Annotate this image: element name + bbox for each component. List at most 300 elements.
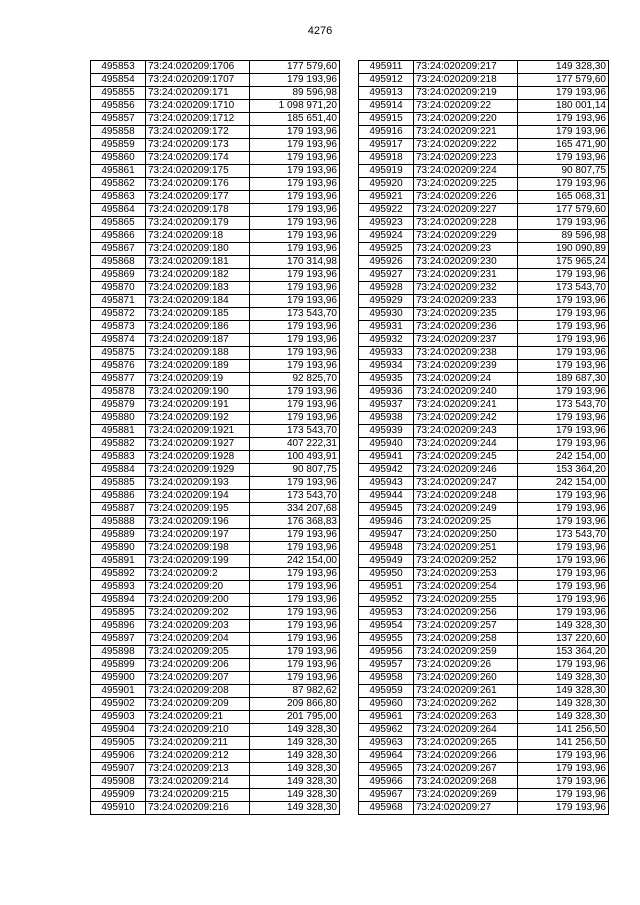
table-row: [359, 61, 609, 74]
row-number-cell: 495857: [91, 113, 146, 126]
table-row: [91, 581, 340, 594]
table-row: [91, 711, 340, 724]
cadastral-number-cell: 73:24:020209:226: [414, 191, 518, 204]
table-row: [359, 542, 609, 555]
cadastral-number-cell: 73:24:020209:172: [146, 126, 250, 139]
cadastral-number-cell: 73:24:020209:27: [414, 802, 518, 815]
table-row: [91, 802, 340, 815]
cadastral-number-cell: 73:24:020209:181: [146, 256, 250, 269]
cadastral-number-cell: 73:24:020209:252: [414, 555, 518, 568]
cadastral-value-cell: 141 256,50: [518, 737, 609, 750]
cadastral-number-cell: 73:24:020209:269: [414, 789, 518, 802]
table-row: [359, 737, 609, 750]
cadastral-number-cell: 73:24:020209:241: [414, 399, 518, 412]
table-row: [359, 74, 609, 87]
row-number-cell: 495957: [359, 659, 414, 672]
row-number-cell: 495879: [91, 399, 146, 412]
registry-table-right: [358, 60, 609, 815]
cadastral-value-cell: 173 543,70: [518, 529, 609, 542]
row-number-cell: 495855: [91, 87, 146, 100]
cadastral-value-cell: 179 193,96: [250, 74, 340, 87]
cadastral-number-cell: 73:24:020209:180: [146, 243, 250, 256]
row-number-cell: 495870: [91, 282, 146, 295]
cadastral-number-cell: 73:24:020209:174: [146, 152, 250, 165]
table-row: [359, 282, 609, 295]
row-number-cell: 495893: [91, 581, 146, 594]
cadastral-number-cell: 73:24:020209:230: [414, 256, 518, 269]
cadastral-value-cell: 179 193,96: [250, 581, 340, 594]
table-row: [91, 321, 340, 334]
cadastral-number-cell: 73:24:020209:24: [414, 373, 518, 386]
cadastral-number-cell: 73:24:020209:26: [414, 659, 518, 672]
row-number-cell: 495937: [359, 399, 414, 412]
row-number-cell: 495928: [359, 282, 414, 295]
cadastral-value-cell: 179 193,96: [250, 659, 340, 672]
table-row: [359, 503, 609, 516]
cadastral-number-cell: 73:24:020209:1928: [146, 451, 250, 464]
registry-table-right-body: [359, 61, 609, 815]
cadastral-number-cell: 73:24:020209:200: [146, 594, 250, 607]
cadastral-value-cell: 173 543,70: [250, 425, 340, 438]
cadastral-value-cell: 209 866,80: [250, 698, 340, 711]
table-row: [91, 529, 340, 542]
cadastral-value-cell: 179 193,96: [518, 412, 609, 425]
cadastral-number-cell: 73:24:020209:222: [414, 139, 518, 152]
table-row: [91, 477, 340, 490]
cadastral-number-cell: 73:24:020209:1706: [146, 61, 250, 74]
cadastral-value-cell: 137 220,60: [518, 633, 609, 646]
cadastral-number-cell: 73:24:020209:196: [146, 516, 250, 529]
cadastral-value-cell: 179 193,96: [518, 178, 609, 191]
cadastral-value-cell: 179 193,96: [518, 269, 609, 282]
row-number-cell: 495962: [359, 724, 414, 737]
cadastral-number-cell: 73:24:020209:1929: [146, 464, 250, 477]
table-row: [91, 685, 340, 698]
table-row: [91, 776, 340, 789]
cadastral-number-cell: 73:24:020209:18: [146, 230, 250, 243]
table-row: [91, 204, 340, 217]
cadastral-number-cell: 73:24:020209:194: [146, 490, 250, 503]
row-number-cell: 495892: [91, 568, 146, 581]
row-number-cell: 495954: [359, 620, 414, 633]
cadastral-number-cell: 73:24:020209:251: [414, 542, 518, 555]
row-number-cell: 495942: [359, 464, 414, 477]
row-number-cell: 495929: [359, 295, 414, 308]
cadastral-number-cell: 73:24:020209:183: [146, 282, 250, 295]
row-number-cell: 495956: [359, 646, 414, 659]
cadastral-value-cell: 179 193,96: [250, 217, 340, 230]
cadastral-value-cell: 153 364,20: [518, 464, 609, 477]
table-row: [91, 295, 340, 308]
cadastral-value-cell: 179 193,96: [518, 490, 609, 503]
row-number-cell: 495869: [91, 269, 146, 282]
cadastral-value-cell: 179 193,96: [250, 594, 340, 607]
cadastral-value-cell: 170 314,98: [250, 256, 340, 269]
cadastral-value-cell: 179 193,96: [518, 217, 609, 230]
cadastral-value-cell: 179 193,96: [250, 633, 340, 646]
row-number-cell: 495933: [359, 347, 414, 360]
cadastral-value-cell: 179 193,96: [250, 620, 340, 633]
row-number-cell: 495926: [359, 256, 414, 269]
cadastral-value-cell: 179 193,96: [518, 386, 609, 399]
cadastral-value-cell: 173 543,70: [250, 490, 340, 503]
table-row: [359, 217, 609, 230]
table-row: [91, 152, 340, 165]
cadastral-number-cell: 73:24:020209:227: [414, 204, 518, 217]
table-row: [359, 516, 609, 529]
row-number-cell: 495934: [359, 360, 414, 373]
table-row: [91, 61, 340, 74]
cadastral-value-cell: 141 256,50: [518, 724, 609, 737]
cadastral-value-cell: 179 193,96: [518, 152, 609, 165]
cadastral-number-cell: 73:24:020209:261: [414, 685, 518, 698]
cadastral-value-cell: 189 687,30: [518, 373, 609, 386]
row-number-cell: 495903: [91, 711, 146, 724]
row-number-cell: 495946: [359, 516, 414, 529]
row-number-cell: 495894: [91, 594, 146, 607]
cadastral-number-cell: 73:24:020209:197: [146, 529, 250, 542]
row-number-cell: 495939: [359, 425, 414, 438]
cadastral-value-cell: 179 193,96: [250, 321, 340, 334]
cadastral-value-cell: 179 193,96: [250, 477, 340, 490]
cadastral-value-cell: 179 193,96: [518, 87, 609, 100]
row-number-cell: 495960: [359, 698, 414, 711]
table-row: [359, 373, 609, 386]
row-number-cell: 495861: [91, 165, 146, 178]
table-row: [91, 74, 340, 87]
cadastral-number-cell: 73:24:020209:238: [414, 347, 518, 360]
table-row: [359, 594, 609, 607]
row-number-cell: 495912: [359, 74, 414, 87]
cadastral-value-cell: 334 207,68: [250, 503, 340, 516]
row-number-cell: 495910: [91, 802, 146, 815]
table-row: [91, 126, 340, 139]
table-row: [359, 386, 609, 399]
table-row: [91, 308, 340, 321]
row-number-cell: 495932: [359, 334, 414, 347]
cadastral-value-cell: 153 364,20: [518, 646, 609, 659]
cadastral-value-cell: 179 193,96: [250, 386, 340, 399]
cadastral-value-cell: 180 001,14: [518, 100, 609, 113]
cadastral-value-cell: 179 193,96: [250, 542, 340, 555]
table-row: [359, 711, 609, 724]
row-number-cell: 495935: [359, 373, 414, 386]
row-number-cell: 495874: [91, 334, 146, 347]
row-number-cell: 495900: [91, 672, 146, 685]
row-number-cell: 495966: [359, 776, 414, 789]
table-row: [359, 529, 609, 542]
table-row: [91, 139, 340, 152]
registry-table-left: [90, 60, 340, 815]
table-row: [91, 750, 340, 763]
cadastral-value-cell: 179 193,96: [518, 763, 609, 776]
cadastral-value-cell: 179 193,96: [250, 282, 340, 295]
cadastral-value-cell: 89 596,98: [518, 230, 609, 243]
row-number-cell: 495882: [91, 438, 146, 451]
cadastral-value-cell: 179 193,96: [518, 750, 609, 763]
row-number-cell: 495878: [91, 386, 146, 399]
cadastral-value-cell: 179 193,96: [518, 360, 609, 373]
table-row: [359, 568, 609, 581]
table-row: [359, 126, 609, 139]
table-row: [359, 802, 609, 815]
table-row: [359, 399, 609, 412]
cadastral-value-cell: 179 193,96: [518, 594, 609, 607]
row-number-cell: 495961: [359, 711, 414, 724]
row-number-cell: 495875: [91, 347, 146, 360]
row-number-cell: 495919: [359, 165, 414, 178]
cadastral-number-cell: 73:24:020209:258: [414, 633, 518, 646]
row-number-cell: 495856: [91, 100, 146, 113]
cadastral-value-cell: 179 193,96: [250, 334, 340, 347]
row-number-cell: 495862: [91, 178, 146, 191]
cadastral-value-cell: 179 193,96: [250, 646, 340, 659]
cadastral-number-cell: 73:24:020209:25: [414, 516, 518, 529]
cadastral-number-cell: 73:24:020209:259: [414, 646, 518, 659]
cadastral-value-cell: 90 807,75: [250, 464, 340, 477]
table-row: [91, 230, 340, 243]
cadastral-number-cell: 73:24:020209:225: [414, 178, 518, 191]
cadastral-number-cell: 73:24:020209:212: [146, 750, 250, 763]
cadastral-value-cell: 149 328,30: [250, 789, 340, 802]
row-number-cell: 495896: [91, 620, 146, 633]
cadastral-value-cell: 185 651,40: [250, 113, 340, 126]
table-row: [91, 243, 340, 256]
row-number-cell: 495923: [359, 217, 414, 230]
table-row: [359, 256, 609, 269]
cadastral-value-cell: 179 193,96: [250, 295, 340, 308]
table-row: [359, 243, 609, 256]
table-row: [359, 607, 609, 620]
row-number-cell: 495958: [359, 672, 414, 685]
table-row: [91, 165, 340, 178]
row-number-cell: 495897: [91, 633, 146, 646]
cadastral-number-cell: 73:24:020209:218: [414, 74, 518, 87]
cadastral-number-cell: 73:24:020209:265: [414, 737, 518, 750]
cadastral-value-cell: 175 965,24: [518, 256, 609, 269]
table-row: [359, 412, 609, 425]
cadastral-value-cell: 173 543,70: [250, 308, 340, 321]
cadastral-number-cell: 73:24:020209:254: [414, 581, 518, 594]
row-number-cell: 495884: [91, 464, 146, 477]
table-row: [359, 672, 609, 685]
row-number-cell: 495963: [359, 737, 414, 750]
cadastral-number-cell: 73:24:020209:1921: [146, 425, 250, 438]
cadastral-number-cell: 73:24:020209:223: [414, 152, 518, 165]
row-number-cell: 495877: [91, 373, 146, 386]
cadastral-number-cell: 73:24:020209:1707: [146, 74, 250, 87]
cadastral-value-cell: 149 328,30: [250, 802, 340, 815]
cadastral-value-cell: 179 193,96: [518, 776, 609, 789]
row-number-cell: 495927: [359, 269, 414, 282]
cadastral-number-cell: 73:24:020209:244: [414, 438, 518, 451]
cadastral-value-cell: 149 328,30: [250, 750, 340, 763]
cadastral-number-cell: 73:24:020209:191: [146, 399, 250, 412]
table-row: [91, 607, 340, 620]
table-row: [91, 425, 340, 438]
table-row: [359, 685, 609, 698]
registry-table-left-body: [91, 61, 340, 815]
cadastral-value-cell: 179 193,96: [250, 360, 340, 373]
cadastral-number-cell: 73:24:020209:193: [146, 477, 250, 490]
cadastral-value-cell: 177 579,60: [518, 204, 609, 217]
cadastral-number-cell: 73:24:020209:228: [414, 217, 518, 230]
cadastral-number-cell: 73:24:020209:207: [146, 672, 250, 685]
cadastral-value-cell: 179 193,96: [518, 555, 609, 568]
cadastral-value-cell: 176 368,83: [250, 516, 340, 529]
table-row: [91, 451, 340, 464]
cadastral-value-cell: 179 193,96: [250, 204, 340, 217]
table-row: [359, 139, 609, 152]
row-number-cell: 495953: [359, 607, 414, 620]
row-number-cell: 495906: [91, 750, 146, 763]
cadastral-number-cell: 73:24:020209:263: [414, 711, 518, 724]
cadastral-value-cell: 179 193,96: [518, 438, 609, 451]
cadastral-number-cell: 73:24:020209:260: [414, 672, 518, 685]
table-row: [359, 724, 609, 737]
table-row: [91, 594, 340, 607]
cadastral-number-cell: 73:24:020209:189: [146, 360, 250, 373]
row-number-cell: 495938: [359, 412, 414, 425]
table-row: [91, 256, 340, 269]
table-row: [359, 477, 609, 490]
table-row: [359, 438, 609, 451]
cadastral-number-cell: 73:24:020209:249: [414, 503, 518, 516]
row-number-cell: 495868: [91, 256, 146, 269]
row-number-cell: 495916: [359, 126, 414, 139]
cadastral-value-cell: 149 328,30: [250, 737, 340, 750]
table-row: [359, 464, 609, 477]
row-number-cell: 495864: [91, 204, 146, 217]
cadastral-number-cell: 73:24:020209:237: [414, 334, 518, 347]
table-row: [359, 321, 609, 334]
cadastral-value-cell: 242 154,00: [250, 555, 340, 568]
table-row: [359, 334, 609, 347]
cadastral-number-cell: 73:24:020209:198: [146, 542, 250, 555]
cadastral-value-cell: 177 579,60: [250, 61, 340, 74]
row-number-cell: 495955: [359, 633, 414, 646]
cadastral-number-cell: 73:24:020209:202: [146, 607, 250, 620]
cadastral-value-cell: 179 193,96: [518, 581, 609, 594]
table-row: [91, 412, 340, 425]
row-number-cell: 495950: [359, 568, 414, 581]
cadastral-number-cell: 73:24:020209:215: [146, 789, 250, 802]
row-number-cell: 495907: [91, 763, 146, 776]
table-row: [359, 152, 609, 165]
table-row: [359, 191, 609, 204]
row-number-cell: 495908: [91, 776, 146, 789]
table-row: [359, 100, 609, 113]
row-number-cell: 495948: [359, 542, 414, 555]
table-row: [91, 620, 340, 633]
cadastral-value-cell: 179 193,96: [250, 412, 340, 425]
cadastral-value-cell: 179 193,96: [250, 347, 340, 360]
cadastral-number-cell: 73:24:020209:171: [146, 87, 250, 100]
cadastral-value-cell: 179 193,96: [518, 503, 609, 516]
row-number-cell: 495930: [359, 308, 414, 321]
table-row: [91, 724, 340, 737]
cadastral-number-cell: 73:24:020209:23: [414, 243, 518, 256]
table-row: [359, 490, 609, 503]
cadastral-number-cell: 73:24:020209:264: [414, 724, 518, 737]
table-row: [359, 763, 609, 776]
row-number-cell: 495887: [91, 503, 146, 516]
cadastral-value-cell: 179 193,96: [250, 607, 340, 620]
table-row: [359, 776, 609, 789]
row-number-cell: 495865: [91, 217, 146, 230]
row-number-cell: 495853: [91, 61, 146, 74]
cadastral-number-cell: 73:24:020209:186: [146, 321, 250, 334]
table-row: [359, 230, 609, 243]
cadastral-number-cell: 73:24:020209:232: [414, 282, 518, 295]
table-row: [91, 516, 340, 529]
cadastral-number-cell: 73:24:020209:224: [414, 165, 518, 178]
table-row: [359, 308, 609, 321]
table-row: [359, 425, 609, 438]
row-number-cell: 495941: [359, 451, 414, 464]
row-number-cell: 495921: [359, 191, 414, 204]
cadastral-value-cell: 242 154,00: [518, 451, 609, 464]
row-number-cell: 495920: [359, 178, 414, 191]
cadastral-number-cell: 73:24:020209:248: [414, 490, 518, 503]
cadastral-value-cell: 179 193,96: [250, 126, 340, 139]
cadastral-number-cell: 73:24:020209:245: [414, 451, 518, 464]
cadastral-value-cell: 1 098 971,20: [250, 100, 340, 113]
cadastral-value-cell: 201 795,00: [250, 711, 340, 724]
cadastral-number-cell: 73:24:020209:205: [146, 646, 250, 659]
row-number-cell: 495940: [359, 438, 414, 451]
row-number-cell: 495952: [359, 594, 414, 607]
table-row: [359, 555, 609, 568]
row-number-cell: 495945: [359, 503, 414, 516]
cadastral-value-cell: 89 596,98: [250, 87, 340, 100]
cadastral-number-cell: 73:24:020209:268: [414, 776, 518, 789]
cadastral-number-cell: 73:24:020209:255: [414, 594, 518, 607]
row-number-cell: 495889: [91, 529, 146, 542]
cadastral-number-cell: 73:24:020209:247: [414, 477, 518, 490]
cadastral-value-cell: 242 154,00: [518, 477, 609, 490]
cadastral-value-cell: 179 193,96: [250, 529, 340, 542]
table-row: [91, 399, 340, 412]
cadastral-value-cell: 173 543,70: [518, 399, 609, 412]
cadastral-value-cell: 179 193,96: [250, 672, 340, 685]
cadastral-number-cell: 73:24:020209:209: [146, 698, 250, 711]
cadastral-number-cell: 73:24:020209:2: [146, 568, 250, 581]
cadastral-number-cell: 73:24:020209:175: [146, 165, 250, 178]
cadastral-value-cell: 149 328,30: [518, 620, 609, 633]
row-number-cell: 495936: [359, 386, 414, 399]
cadastral-number-cell: 73:24:020209:256: [414, 607, 518, 620]
row-number-cell: 495881: [91, 425, 146, 438]
cadastral-number-cell: 73:24:020209:21: [146, 711, 250, 724]
cadastral-number-cell: 73:24:020209:267: [414, 763, 518, 776]
cadastral-value-cell: 179 193,96: [250, 178, 340, 191]
table-row: [91, 555, 340, 568]
cadastral-value-cell: 179 193,96: [518, 802, 609, 815]
cadastral-value-cell: 179 193,96: [518, 516, 609, 529]
table-row: [91, 490, 340, 503]
cadastral-value-cell: 149 328,30: [518, 61, 609, 74]
row-number-cell: 495917: [359, 139, 414, 152]
table-row: [91, 568, 340, 581]
cadastral-value-cell: 179 193,96: [518, 126, 609, 139]
cadastral-number-cell: 73:24:020209:185: [146, 308, 250, 321]
table-row: [359, 178, 609, 191]
table-row: [91, 698, 340, 711]
table-row: [359, 347, 609, 360]
row-number-cell: 495959: [359, 685, 414, 698]
row-number-cell: 495902: [91, 698, 146, 711]
